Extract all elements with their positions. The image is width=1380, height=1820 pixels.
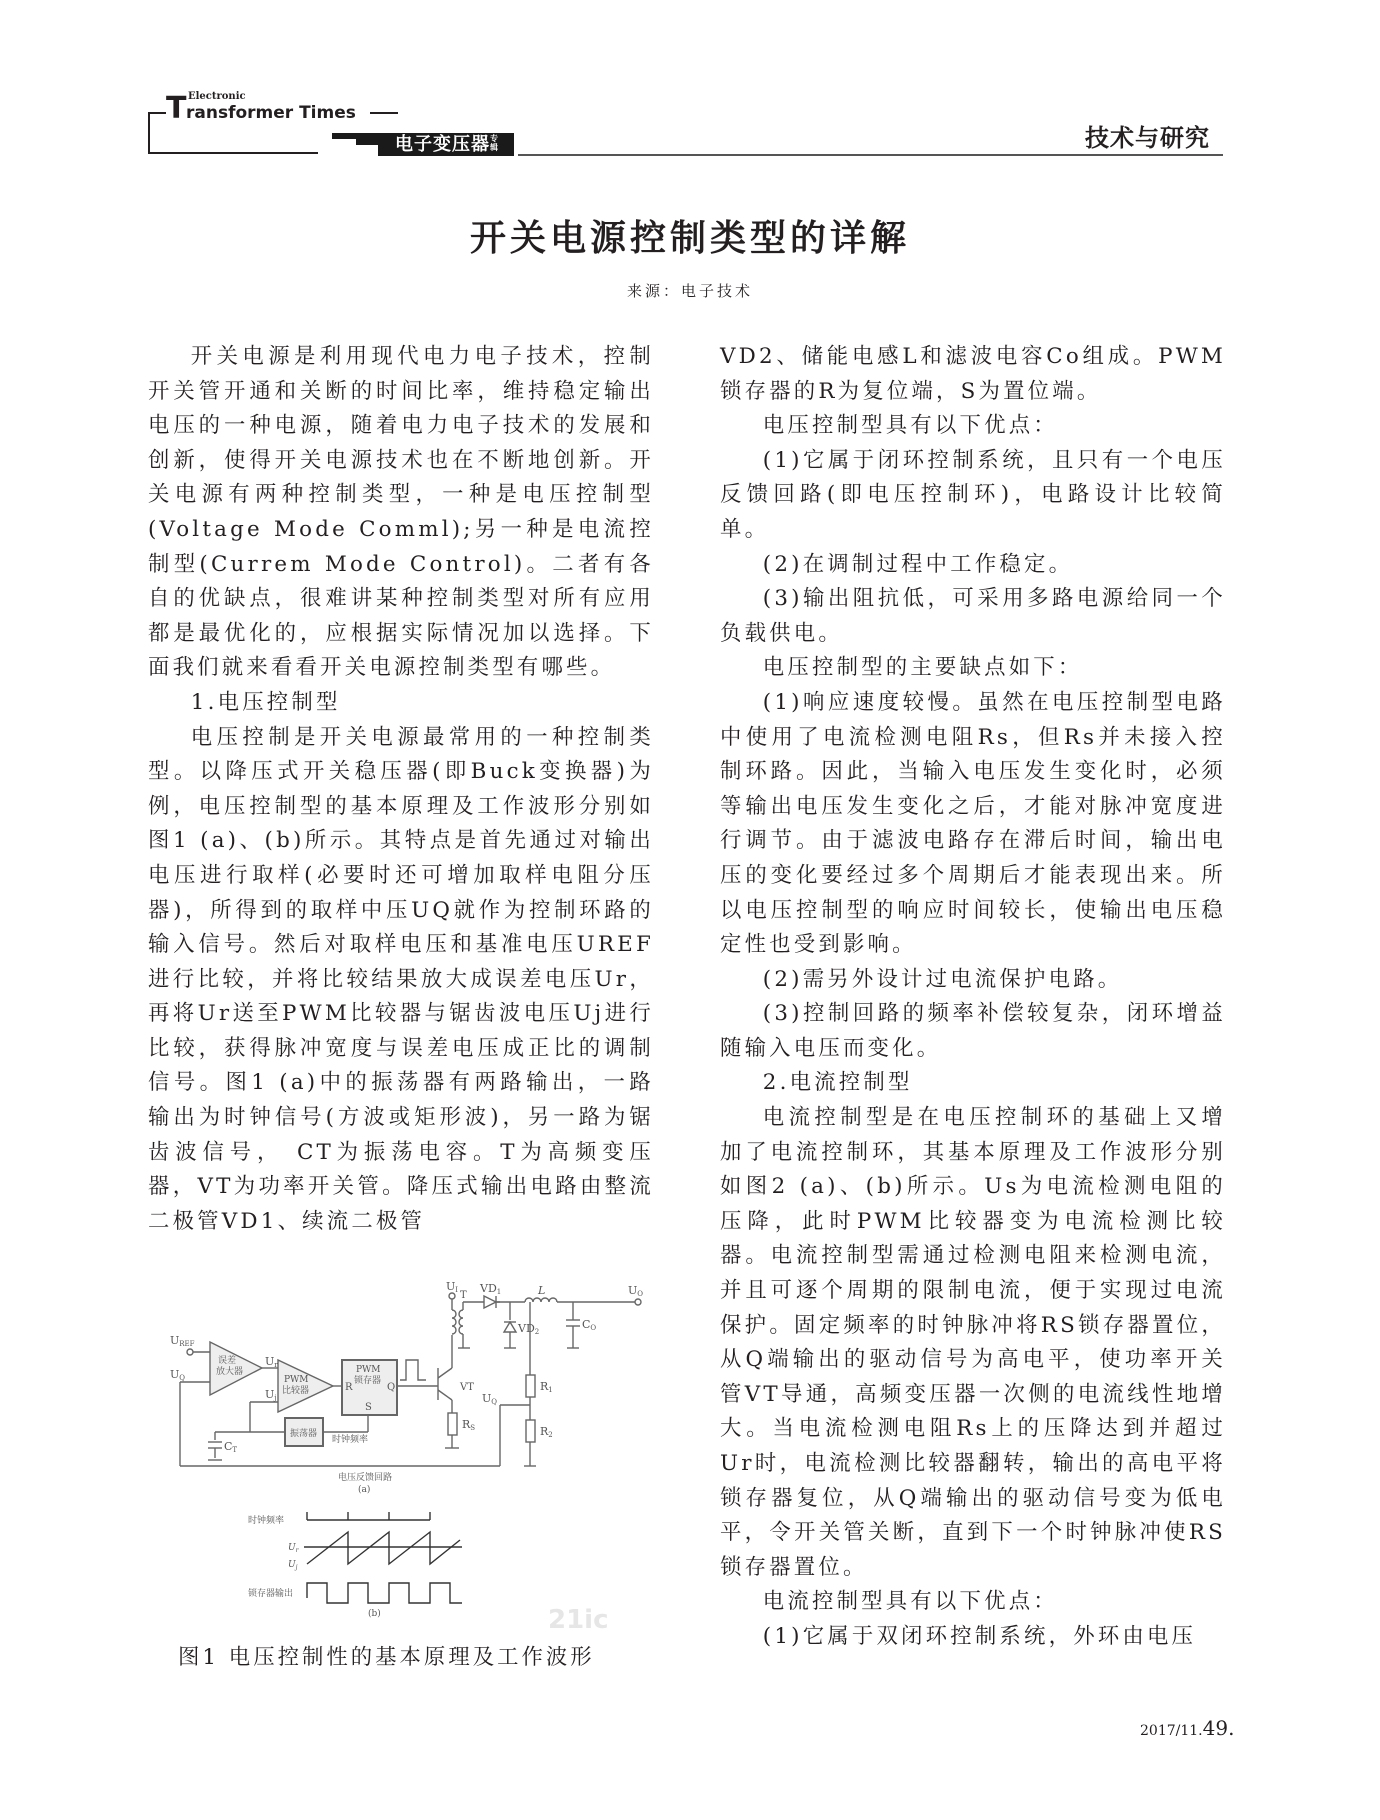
circuit-diagram xyxy=(170,1280,660,1620)
label-wave-ur: $U_r$ xyxy=(288,1543,299,1554)
pulse-symbol xyxy=(400,1360,426,1380)
banner-step xyxy=(332,139,356,156)
wave-latch-output xyxy=(307,1583,462,1603)
label-ur: Ur xyxy=(265,1355,278,1369)
resistor-r1 xyxy=(526,1375,535,1397)
label-r1: R1 xyxy=(540,1380,553,1394)
label-pwm-comp: 比较器 xyxy=(282,1386,310,1396)
paragraph: 电压控制是开关电源最常用的一种控制类型。以降压式开关稳压器(即Buck变换器)为例，电压控制型的基本原理及工作波形分别如图1 (a)、(b)所示。其特点是首先通过对输出电压进行取样(必要时还可增加取样电阻分压器)，所得到的取样中压UQ就作为控制环路的输入信号。然后对取样电压和基准电压UREF进行比较，并将比较结果放大成误差电压Ur，再将Ur送至PWM比较器与锯齿波电压Uj进行比较，获得脉冲宽度与误差电压成正比的调制信号。图1 (a)中的振荡器有两路输出，一路输出为时钟信号(方波或矩形波)，另一路为锯齿波信号， CT为振荡电容。T为高频变压器，VT为功率开关管。降压式输出电路由整流二极管VD1、续流二极管 xyxy=(148,724,654,1234)
label-uj: Uj xyxy=(265,1388,277,1402)
paragraph: 开关电源是利用现代电力电子技术，控制开关管开通和关断的时间比率，维持稳定输出电压的一种电源，随着电力电子技术的发展和创新，使得开关电源技术也在不断地创新。开关电源有两种控制类型，一种是电压控制型 (Voltage Mode Comml);另一种是电流控制型(Currem Mode Control)。二者有各自的优缺点，很难讲某种控制类型对所有应用都是最优化的，应根据实际情况加以选择。下面我们就来看看开关电源控制类型有哪些。 xyxy=(148,344,654,681)
label-r2: R2 xyxy=(540,1425,553,1439)
banner-step xyxy=(356,145,378,156)
label-uq-divider: UQ xyxy=(482,1392,498,1406)
paragraph: (1)它属于闭环控制系统，且只有一个电压反馈回路(即电压控制环)，电路设计比较简单。 xyxy=(720,447,1226,542)
figure-caption: 图1 电压控制性的基本原理及工作波形 xyxy=(178,1645,595,1670)
right-column xyxy=(720,340,1226,1655)
magazine-suffix: 专辑 xyxy=(490,134,499,152)
label-uref: UREF xyxy=(170,1334,195,1348)
diode-vd1 xyxy=(484,1296,496,1308)
label-latch-q: Q xyxy=(387,1382,396,1393)
inductor-l xyxy=(525,1298,557,1302)
uo-terminal xyxy=(635,1299,641,1305)
watermark: 21ic xyxy=(548,1605,609,1635)
label-error-amp: 误差 xyxy=(218,1356,237,1366)
transformer-secondary xyxy=(459,1310,463,1334)
label-vd2: VD2 xyxy=(518,1322,540,1336)
label-co: CO xyxy=(582,1318,597,1332)
label-ct: CT xyxy=(224,1440,238,1454)
paragraph: (3)控制回路的频率补偿较复杂，闭环增益随输入电压而变化。 xyxy=(720,1001,1226,1061)
paragraph: 2.电流控制型 xyxy=(762,1070,913,1096)
label-latch-s: S xyxy=(365,1402,372,1413)
label-vt: VT xyxy=(460,1382,474,1393)
paragraph: 电压控制型的主要缺点如下： xyxy=(762,655,1083,681)
diode-vd2 xyxy=(504,1322,516,1332)
paragraph: (3)输出阻抗低，可采用多路电源给同一个负载供电。 xyxy=(720,586,1226,646)
paragraph: 电流控制型是在电压控制环的基础上又增加了电流控制环，其基本原理及工作波形分别如图2 (a)、(b)所示。Us为电流检测电阻的压降，此时PWM比较器变为电流检测比较器。电流控制型需通过检测电阻来检测电流，并且可逐个周期的限制电流，便于实现过电流保护。固定频率的时钟脉冲将RS锁存器置位，从Q端输出的驱动信号为高电平，使功率开关管VT导通，高频变压器一次侧的电流线性地增大。当电流检测电阻Rs上的压降达到并超过Ur时，电流检测比较器翻转，输出的高电平将锁存器复位，从Q端输出的驱动信号变为低电平，令开关管关断，直到下一个时钟脉冲使RS锁存器置位。 xyxy=(720,1105,1226,1580)
logo-text: ransformer Times xyxy=(186,103,356,123)
paragraph: (2)需另外设计过电流保护电路。 xyxy=(762,966,1123,992)
label-uq: UQ xyxy=(170,1368,186,1382)
label-sub-b: (b) xyxy=(368,1609,381,1619)
issue-date: 2017/11. xyxy=(1140,1723,1203,1739)
label-wave-clock: 时钟频率 xyxy=(248,1516,285,1526)
magazine-name-text: 电子变压器 xyxy=(395,134,490,155)
header-rule xyxy=(518,154,1223,156)
paragraph: (1)响应速度较慢。虽然在电压控制型电路中使用了电流检测电阻Rs，但Rs并未接入控制环路。因此，当输入电压发生变化时，必须等输出电压发生变化之后，才能对脉冲宽度进行调节。由于滤波电路存在滞后时间，输出电压的变化要经过多个周期后才能表现出来。所以电压控制型的响应时间较长，使输出电压稳定性也受到影响。 xyxy=(720,689,1226,958)
transistor-vt xyxy=(438,1390,452,1400)
ui-terminal xyxy=(449,1293,455,1299)
label-uo: UO xyxy=(628,1284,644,1298)
page-number: 49. xyxy=(1202,1716,1235,1740)
resistor-r2 xyxy=(526,1420,535,1442)
label-error-amp: 放大器 xyxy=(216,1367,244,1377)
label-latch-r: R xyxy=(345,1382,353,1393)
article-title: 开关电源控制类型的详解 xyxy=(469,217,910,259)
uref-terminal xyxy=(187,1349,193,1355)
left-column xyxy=(148,340,654,1239)
label-rs: RS xyxy=(462,1418,476,1432)
paragraph: 1.电压控制型 xyxy=(190,689,341,715)
label-oscillator: 振荡器 xyxy=(290,1429,318,1439)
label-wave-uj: $U_j$ xyxy=(288,1560,298,1571)
label-ui: UI xyxy=(446,1280,459,1294)
article-source: 来源：电子技术 xyxy=(626,282,753,300)
paragraph: 电压控制型具有以下优点： xyxy=(762,413,1058,439)
label-feedback-loop: 电压反馈回路 xyxy=(338,1473,393,1483)
header-rule xyxy=(148,112,166,114)
logo-dash xyxy=(370,112,398,114)
header-rule xyxy=(148,112,150,154)
label-sub-a: (a) xyxy=(358,1485,371,1495)
figure-1 xyxy=(170,1280,660,1620)
label-pwm-comp: PWM xyxy=(284,1375,309,1385)
logo-small-text: Electronic xyxy=(188,91,246,102)
label-wave-latch: 锁存器输出 xyxy=(248,1589,294,1599)
label-transformer: T xyxy=(460,1290,467,1301)
header-rule xyxy=(148,152,318,154)
section-title: 技术与研究 xyxy=(1085,124,1210,152)
transistor-vt xyxy=(438,1368,452,1378)
label-latch: 锁存器 xyxy=(354,1376,382,1386)
paragraph: 电流控制型具有以下优点： xyxy=(762,1589,1058,1615)
resistor-rs xyxy=(448,1413,457,1435)
waveforms xyxy=(304,1512,462,1603)
label-latch: PWM xyxy=(356,1365,381,1375)
paragraph: VD2、储能电感L和滤波电容Co组成。PWM锁存器的R为复位端，S为置位端。 xyxy=(720,344,1226,404)
wave-sawtooth xyxy=(307,1532,460,1564)
paragraph: (1)它属于双闭环控制系统，外环由电压 xyxy=(762,1623,1197,1649)
label-inductor: L xyxy=(538,1284,546,1297)
label-vd1: VD1 xyxy=(480,1282,502,1296)
magazine-name xyxy=(395,134,499,156)
transformer-primary xyxy=(452,1310,456,1334)
paragraph: (2)在调制过程中工作稳定。 xyxy=(762,551,1074,577)
logo-initial: T xyxy=(166,91,187,126)
page-footer xyxy=(1140,1716,1234,1740)
label-clock-freq: 时钟频率 xyxy=(332,1435,369,1445)
